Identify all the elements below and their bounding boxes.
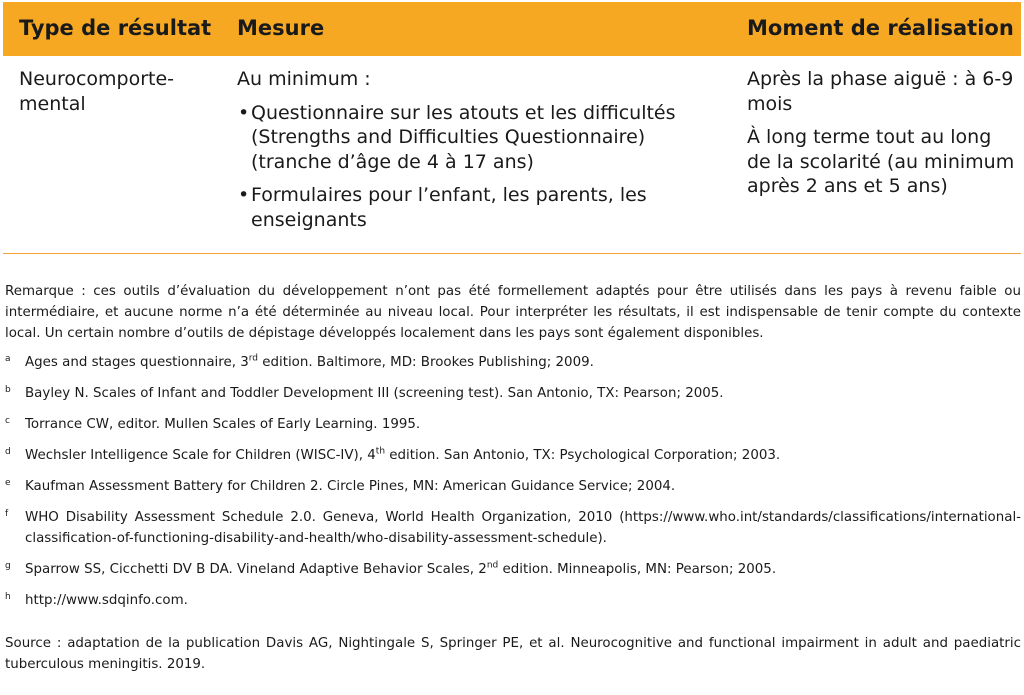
header-mesure: Mesure — [237, 16, 325, 40]
footnote — [5, 559, 1021, 580]
header-type: Type de résultat — [19, 16, 212, 40]
footnote-text: Sparrow SS, Cicchetti DV B DA. Vineland Adaptive Behavior Scales, 2 — [25, 562, 487, 577]
footnote-text: Kaufman Assessment Battery for Children 2. Circle Pines, MN: American Guidance Service; 2004. — [25, 479, 676, 494]
footnote — [5, 445, 1021, 466]
source-note: Source : adaptation de la publication Davis AG, Nightingale S, Springer PE, et al. Neurocognitive and functional impairment in adult and paediatric tuberculous meningitis. 2019. — [5, 636, 1021, 672]
footnote-marker: d — [5, 447, 11, 457]
cell-moment — [747, 67, 1017, 208]
footnote-text: http://www.sdqinfo.com. — [25, 593, 188, 608]
footnote — [5, 352, 1021, 373]
bullet-text: Questionnaire sur les atouts et les difficultés (Strengths and Difficulties Questionnaire) (tranche d’âge de 4 à 17 ans) — [251, 101, 676, 173]
header-moment: Moment de réalisation — [747, 16, 1014, 40]
footnote — [5, 476, 1021, 497]
footnote — [5, 414, 1021, 435]
bullet-marker: • — [238, 101, 250, 124]
footnote-text: Torrance CW, editor. Mullen Scales of Early Learning. 1995. — [25, 417, 421, 432]
footnote-text: Wechsler Intelligence Scale for Children (WISC-IV), 4 — [25, 448, 376, 463]
mesure-intro: Au minimum : — [237, 68, 371, 90]
footnote-marker: h — [5, 592, 11, 602]
moment-text: Après la phase aiguë : à 6-9 mois — [747, 68, 1014, 115]
cell-mesure — [237, 67, 727, 241]
table-row — [3, 56, 1021, 254]
footnote — [5, 507, 1021, 549]
footnote-marker: c — [5, 416, 10, 426]
bullet-item — [237, 183, 727, 232]
footnote-marker: e — [5, 478, 11, 488]
footnote-text: Bayley N. Scales of Infant and Toddler Development III (screening test). San Antonio, TX: Pearson; 2005. — [25, 386, 724, 401]
bullet-marker: • — [238, 184, 250, 206]
type-line: Neurocomporte- — [19, 68, 175, 90]
type-line: mental — [19, 92, 86, 115]
footnote-marker: f — [5, 509, 9, 519]
footnote-text: WHO Disability Assessment Schedule 2.0. Geneva, World Health Organization, 2010 (https://www.who.int/standards/classifications/international-classification-of-functioning-disability-and-health/who-disability-assessment-schedule). — [25, 510, 1021, 546]
table-notes — [5, 281, 1021, 675]
bullet-item — [237, 101, 727, 175]
footnote-text: edition. San Antonio, TX: Psychological Corporation; 2003. — [385, 448, 781, 463]
superscript: nd — [486, 560, 499, 571]
moment-text: À long terme tout au long de la scolarité (au minimum après 2 ans et 5 ans) — [747, 126, 1015, 197]
footnote-marker: a — [5, 354, 11, 364]
footnote — [5, 383, 1021, 404]
footnote-marker: g — [5, 561, 11, 571]
footnote-text: edition. Minneapolis, MN: Pearson; 2005. — [498, 562, 777, 577]
outcomes-table — [3, 2, 1021, 254]
footnote — [5, 590, 1021, 611]
superscript: th — [375, 446, 386, 457]
footnote-text: Ages and stages questionnaire, 3 — [25, 355, 249, 370]
table-header — [3, 2, 1021, 56]
superscript: rd — [248, 353, 258, 364]
remark: Remarque : ces outils d’évaluation du développement n’ont pas été formellement adaptés pour être utilisés dans les pays à revenu faible ou intermédiaire, et aucune norme n’a été déterminée au niveau local. Pour interpréter les résultats, il est indispensable de tenir compte du contexte local. Un certain nombre d’outils de dépistage développés localement dans les pays sont également disponibles. — [5, 284, 1021, 341]
bullet-text: Formulaires pour l’enfant, les parents, les enseignants — [251, 184, 647, 231]
footnote-marker: b — [5, 385, 11, 395]
cell-type — [19, 67, 219, 116]
footnote-text: edition. Baltimore, MD: Brookes Publishing; 2009. — [258, 355, 594, 370]
